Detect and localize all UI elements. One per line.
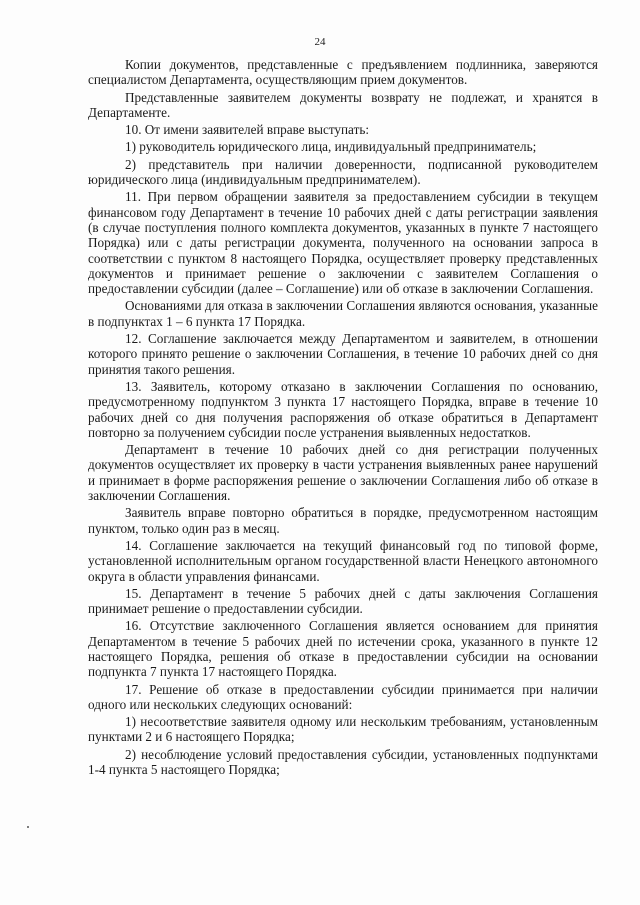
paragraph: 12. Соглашение заключается между Департаментом и заявителем, в отношении которого принято решение о заключении Соглашения, в течение 10 рабочих дней со дня принятия такого решения.	[88, 331, 598, 377]
paragraph: 15. Департамент в течение 5 рабочих дней с даты заключения Соглашения принимает решение о предоставлении субсидии.	[88, 585, 598, 617]
document-body	[88, 57, 598, 779]
paragraph: Основаниями для отказа в заключении Соглашения являются основания, указанные в подпунктах 1 – 6 пункта 17 Порядка.	[88, 298, 598, 329]
paragraph: Копии документов, представленные с предъявлением подлинника, заверяются специалистом Департамента, осуществляющим прием документов.	[88, 57, 598, 88]
page-number: 24	[314, 36, 326, 48]
paragraph: Департамент в течение 10 рабочих дней со дня регистрации полученных документов осуществляет их проверку в части устранения выявленных ранее нарушений и принимает в форме распоряжения решение о заключении Соглашения либо об отказе в заключении Соглашения.	[88, 442, 598, 504]
paragraph: 1) несоответствие заявителя одному или нескольким требованиям, установленным пунктами 2 и 6 настоящего Порядка;	[88, 714, 598, 745]
paragraph: 17. Решение об отказе в предоставлении субсидии принимается при наличии одного или нескольких следующих оснований:	[88, 681, 598, 712]
paragraph: 16. Отсутствие заключенного Соглашения является основанием для принятия Департаментом в течение 5 рабочих дней по истечении срока, указанного в пункте 12 настоящего Порядка, решения об отказе в предоставлении субсидии на основании подпункта 7 пункта 17 настоящего Порядка.	[88, 618, 598, 680]
paragraph: 2) несоблюдение условий предоставления субсидии, установленных подпунктами 1-4 пункта 5 настоящего Порядка;	[88, 746, 598, 778]
scan-mark	[27, 826, 29, 828]
paragraph: Заявитель вправе повторно обратиться в порядке, предусмотренном настоящим пунктом, только один раз в месяц.	[88, 505, 598, 536]
paragraph: 2) представитель при наличии доверенности, подписанной руководителем юридического лица (индивидуальным предпринимателем).	[88, 156, 598, 188]
paragraph: 11. При первом обращении заявителя за предоставлением субсидии в текущем финансовом году Департамент в течение 10 рабочих дней с даты регистрации заявления (в случае поступления полного комплекта документов, указанных в пункте 7 настоящего Порядка) или с даты регистрации документа, полученного на основании запроса в соответствии с пунктом 8 настоящего Порядка, осуществляет проверку представленных документов и принимает решение о заключении с заявителем Соглашения о предоставлении субсидии (далее – Соглашение) или об отказе в заключении Соглашения.	[88, 189, 598, 297]
paragraph: 13. Заявитель, которому отказано в заключении Соглашения по основанию, предусмотренному подпунктом 3 пункта 17 настоящего Порядка, вправе в течение 10 рабочих дней со дня получения распоряжения об отказе обратиться в Департамент повторно за получением субсидии после устранения выявленных недостатков.	[88, 378, 598, 440]
paragraph: 1) руководитель юридического лица, индивидуальный предприниматель;	[125, 139, 537, 155]
paragraph: 14. Соглашение заключается на текущий финансовый год по типовой форме, установленной исполнительным органом государственной власти Ненецкого автономного округа в области управления финансами.	[88, 537, 598, 584]
paragraph: 10. От имени заявителей вправе выступать:	[125, 122, 370, 138]
paragraph: Представленные заявителем документы возврату не подлежат, и хранятся в Департаменте.	[88, 89, 598, 120]
